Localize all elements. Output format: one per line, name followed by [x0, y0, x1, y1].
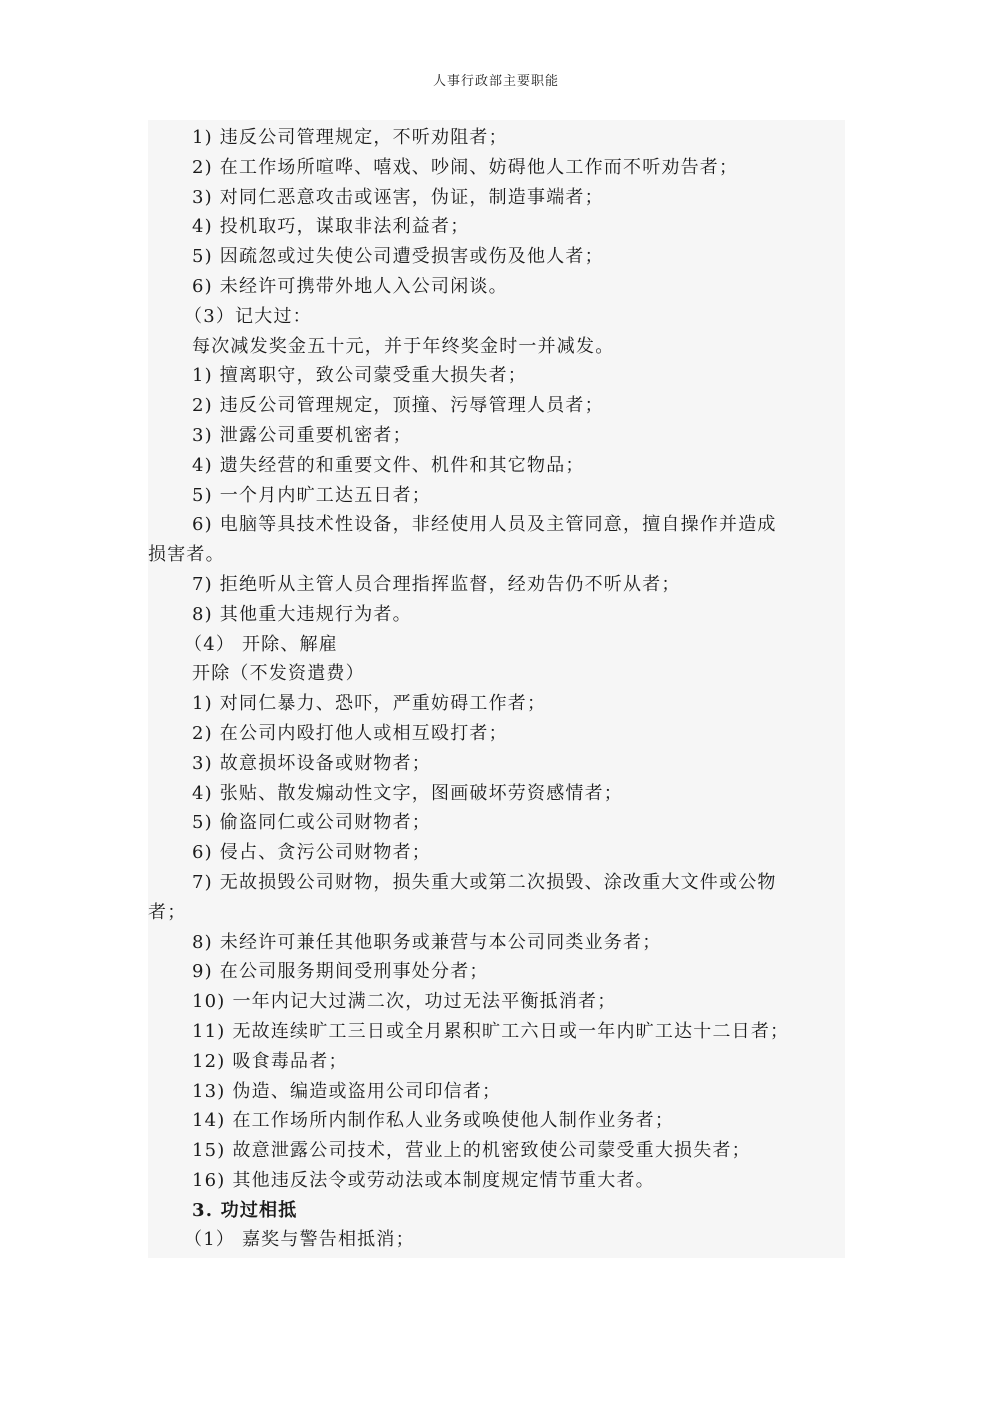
list-item: 8) 其他重大违规行为者。: [192, 603, 412, 625]
list-item: 12) 吸食毒品者；: [192, 1050, 348, 1072]
page-header-title: 人事行政部主要职能: [432, 74, 559, 89]
section-heading: （3）记大过：: [184, 305, 312, 327]
section-heading: （4） 开除、解雇: [184, 633, 338, 655]
list-item: （1） 嘉奖与警告相抵消；: [184, 1229, 415, 1251]
list-item: 3) 故意损坏设备或财物者；: [192, 752, 431, 774]
list-item: 11) 无故连续旷工三日或全月累积旷工六日或一年内旷工达十二日者；: [192, 1020, 790, 1042]
list-item: 16) 其他违反法令或劳动法或本制度规定情节重大者。: [192, 1169, 655, 1191]
list-item: 2) 在公司内殴打他人或相互殴打者；: [192, 722, 508, 744]
list-item: 1) 对同仁暴力、恐吓，严重妨碍工作者；: [192, 693, 547, 715]
list-item: 8) 未经许可兼任其他职务或兼营与本公司同类业务者；: [192, 931, 662, 953]
list-item: 5) 一个月内旷工达五日者；: [192, 484, 431, 506]
list-item: 2) 违反公司管理规定，顶撞、污辱管理人员者；: [192, 395, 604, 417]
list-item: 6) 未经许可携带外地人入公司闲谈。: [192, 275, 508, 297]
list-item-continuation: 损害者。: [148, 544, 225, 566]
section-heading: 3. 功过相抵: [192, 1199, 298, 1221]
list-item: 4) 张贴、散发煽动性文字，图画破坏劳资感情者；: [192, 782, 623, 804]
list-item: 2) 在工作场所喧哗、嘻戏、吵闹、妨碍他人工作而不听劝告者；: [192, 156, 739, 178]
list-item: 4) 遗失经营的和重要文件、机件和其它物品；: [192, 454, 585, 476]
document-body: [148, 120, 845, 1258]
paragraph: 每次减发奖金五十元，并于年终奖金时一并减发。: [192, 335, 615, 357]
list-item: 3) 泄露公司重要机密者；: [192, 424, 412, 446]
paragraph: 开除（不发资遣费）: [192, 663, 365, 685]
list-item: 1) 违反公司管理规定，不听劝阻者；: [192, 127, 508, 148]
list-item: 15) 故意泄露公司技术，营业上的机密致使公司蒙受重大损失者；: [192, 1140, 751, 1162]
list-item: 10) 一年内记大过满二次，功过无法平衡抵消者；: [192, 991, 617, 1013]
list-item: 6) 侵占、贪污公司财物者；: [192, 842, 431, 864]
list-item: 3) 对同仁恶意攻击或诬害，伪证，制造事端者；: [192, 186, 604, 208]
list-item: 4) 投机取巧，谋取非法利益者；: [192, 216, 470, 238]
list-item: 9) 在公司服务期间受刑事处分者；: [192, 961, 489, 983]
list-item: 5) 因疏忽或过失使公司遭受损害或伤及他人者；: [192, 246, 604, 268]
list-item: 7) 拒绝听从主管人员合理指挥监督，经劝告仍不听从者；: [192, 573, 681, 595]
list-item: 5) 偷盗同仁或公司财物者；: [192, 812, 431, 834]
list-item: 14) 在工作场所内制作私人业务或唤使他人制作业务者；: [192, 1110, 675, 1132]
list-item-continuation: 者；: [148, 901, 187, 923]
list-item: 1) 擅离职守，致公司蒙受重大损失者；: [192, 365, 527, 387]
list-item: 13) 伪造、编造或盗用公司印信者；: [192, 1080, 502, 1102]
list-item: 6) 电脑等具技术性设备，非经使用人员及主管同意，擅自操作并造成: [192, 514, 777, 536]
list-item: 7) 无故损毁公司财物，损失重大或第二次损毁、涂改重大文件或公物: [192, 871, 777, 893]
